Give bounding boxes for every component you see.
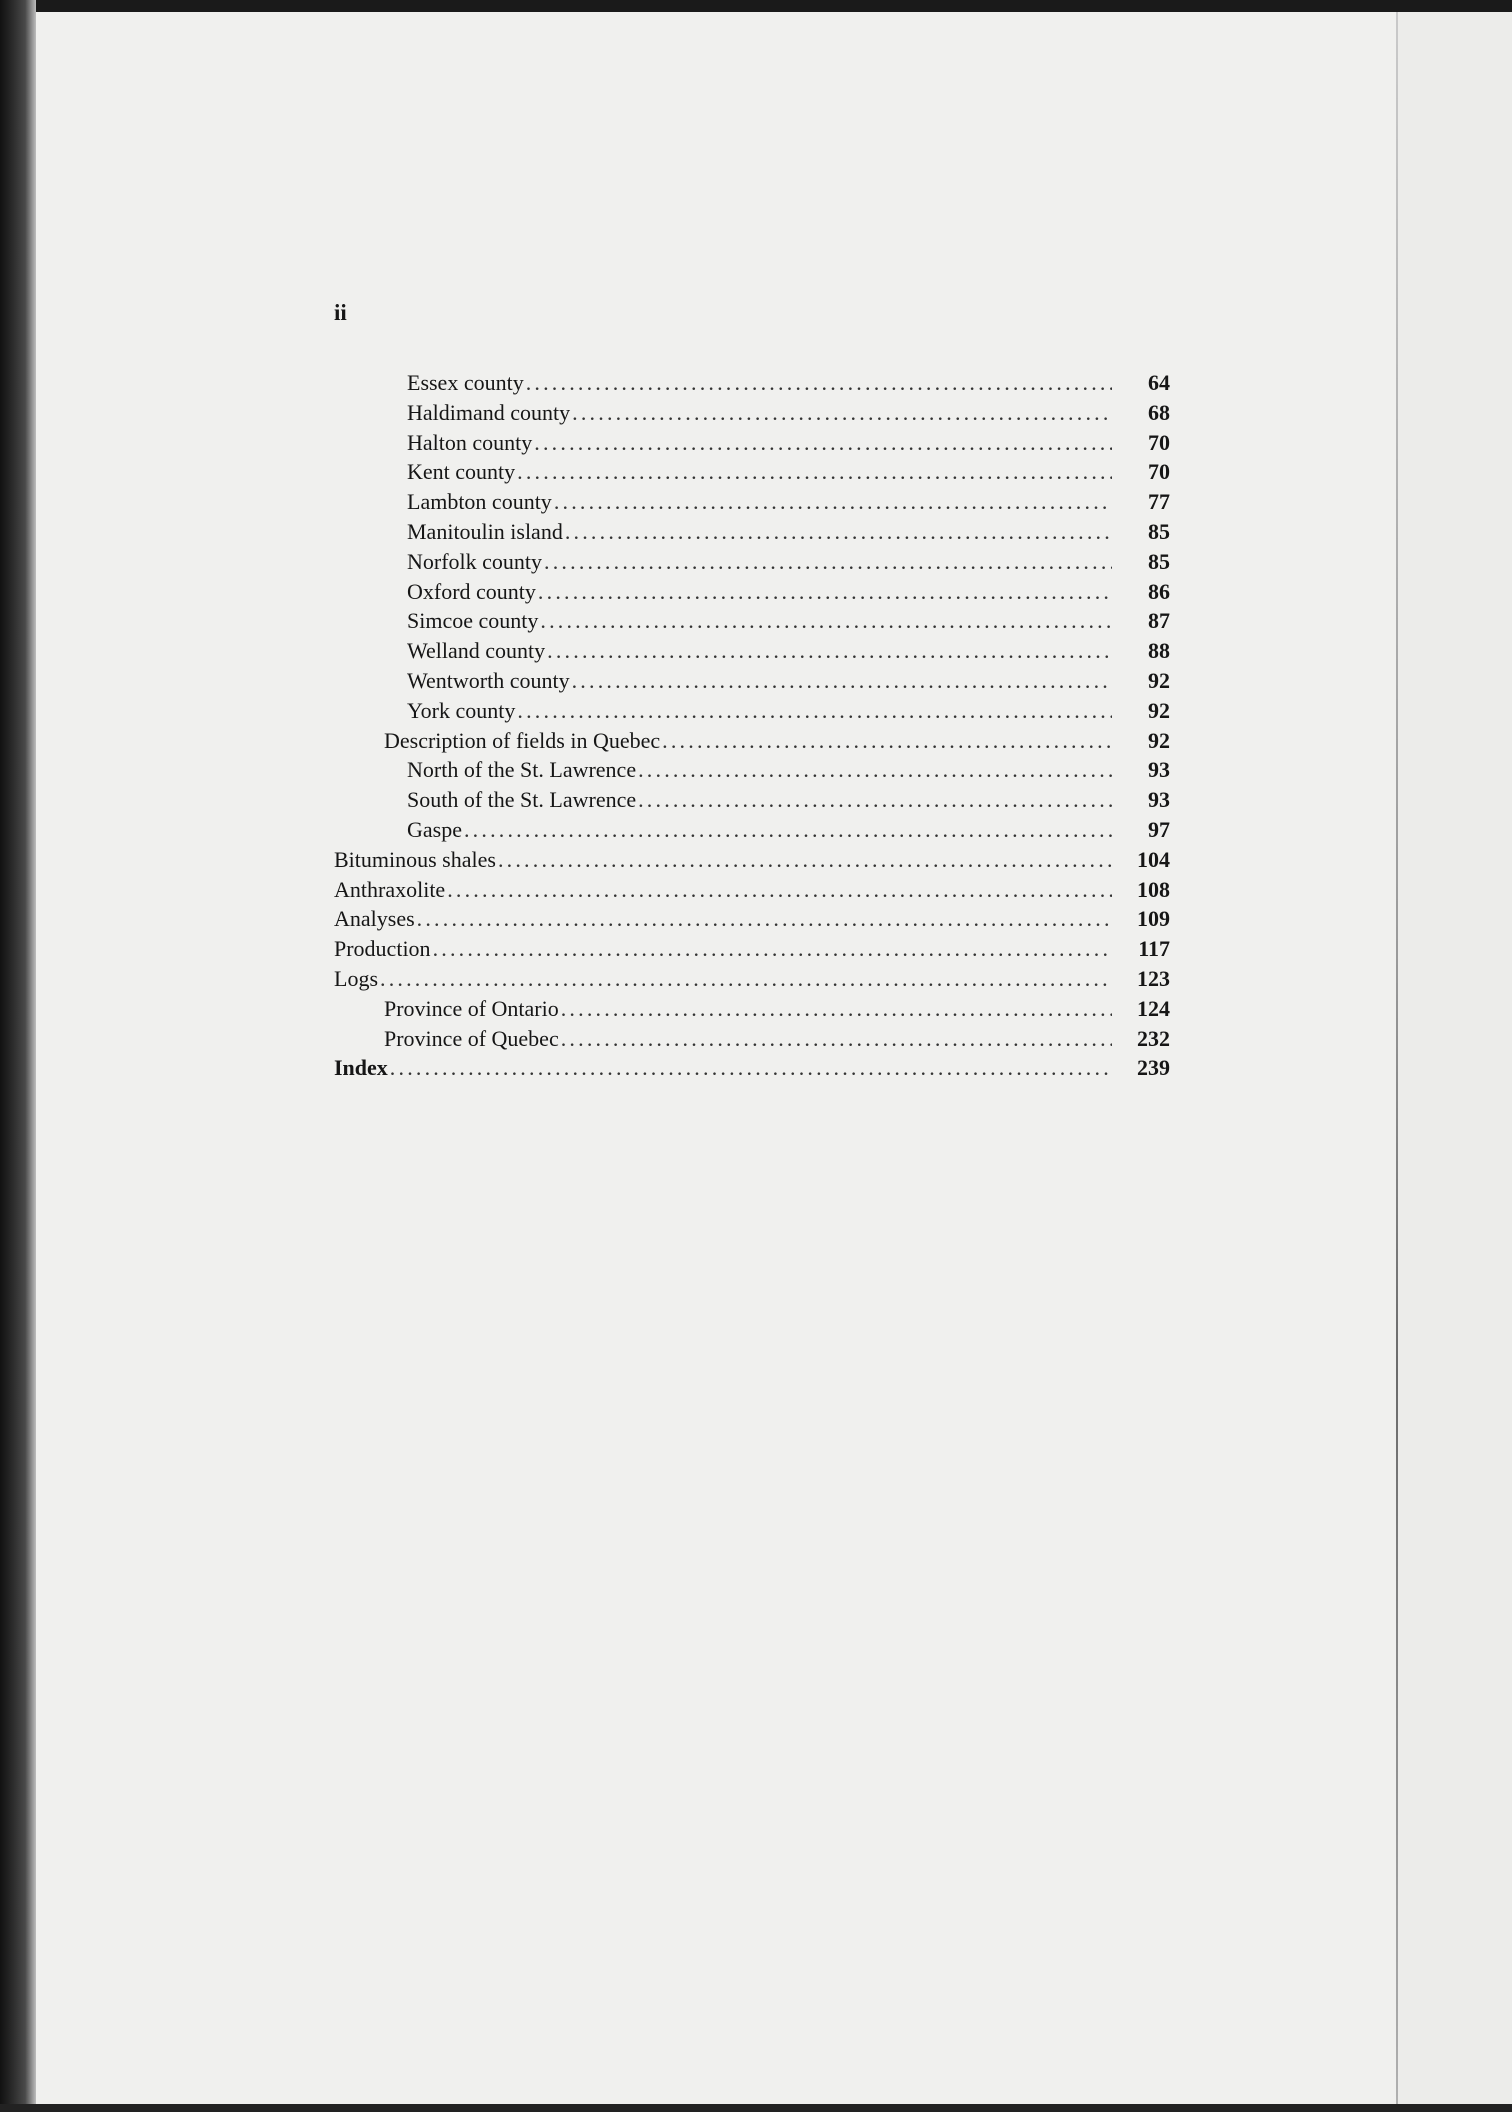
toc-entry-page-number: 92	[1148, 667, 1170, 693]
toc-entry	[334, 755, 1170, 785]
toc-entry-page-number: 88	[1148, 638, 1170, 664]
toc-dot-leader	[544, 547, 1112, 577]
toc-entry	[334, 875, 1170, 905]
toc-entry	[334, 815, 1170, 845]
toc-entry-title: Haldimand county	[407, 399, 571, 425]
toc-entry-title: Oxford county	[407, 578, 536, 604]
toc-dot-leader	[433, 934, 1112, 964]
toc-entry-page-number: 239	[1137, 1055, 1170, 1081]
toc-entry-page-number: 93	[1148, 787, 1170, 813]
toc-entry-title: Manitoulin island	[407, 518, 563, 544]
toc-entry-title: Analyses	[334, 906, 415, 932]
toc-entry-page-number: 68	[1148, 399, 1170, 425]
toc-entry-title: Index	[334, 1055, 388, 1081]
toc-entry-page-number: 97	[1148, 816, 1170, 842]
toc-entry-page-number: 232	[1137, 1025, 1170, 1051]
toc-dot-leader	[526, 368, 1112, 398]
page-folio: ii	[334, 300, 347, 325]
toc-dot-leader	[572, 398, 1112, 428]
toc-entry	[334, 904, 1170, 934]
toc-entry	[334, 547, 1170, 577]
toc-entry-page-number: 104	[1137, 846, 1170, 872]
toc-entry-title: Norfolk county	[407, 548, 543, 574]
toc-entry-page-number: 93	[1148, 757, 1170, 783]
toc-entry	[334, 487, 1170, 517]
toc-entry-title: Halton county	[407, 429, 533, 455]
toc-dot-leader	[572, 666, 1112, 696]
toc-entry-page-number: 85	[1148, 548, 1170, 574]
toc-entry	[334, 1024, 1170, 1054]
toc-entry-title: Production	[334, 936, 431, 962]
toc-entry-title: Bituminous shales	[334, 846, 496, 872]
toc-entry	[334, 1053, 1170, 1083]
toc-dot-leader	[561, 994, 1112, 1024]
toc-entry-page-number: 77	[1148, 489, 1170, 515]
toc-entry	[334, 785, 1170, 815]
toc-dot-leader	[561, 1024, 1112, 1054]
toc-dot-leader	[517, 457, 1112, 487]
toc-entry-title: York county	[407, 697, 516, 723]
toc-entry-page-number: 109	[1137, 906, 1170, 932]
toc-entry-page-number: 124	[1137, 995, 1170, 1021]
toc-entry-page-number: 108	[1137, 876, 1170, 902]
toc-dot-leader	[638, 755, 1112, 785]
toc-entry-title: Description of fields in Quebec	[384, 727, 661, 753]
toc-entry	[334, 398, 1170, 428]
toc-entry-title: Province of Quebec	[384, 1025, 559, 1051]
toc-entry-title: Essex county	[407, 370, 524, 395]
toc-entry-title: Anthraxolite	[334, 876, 446, 902]
toc-entry-title: Province of Ontario	[384, 995, 559, 1021]
toc-dot-leader	[538, 577, 1112, 607]
toc-dot-leader	[380, 964, 1112, 994]
book-spine-shadow	[0, 0, 36, 2112]
toc-dot-leader	[638, 785, 1112, 815]
toc-entry-title: Simcoe county	[407, 608, 539, 634]
toc-entry	[334, 994, 1170, 1024]
toc-dot-leader	[565, 517, 1112, 547]
toc-entry-page-number: 70	[1148, 429, 1170, 455]
toc-entry	[334, 517, 1170, 547]
toc-entry-title: Lambton county	[407, 489, 552, 515]
toc-entry	[334, 666, 1170, 696]
toc-entry	[334, 636, 1170, 666]
toc-entry	[334, 964, 1170, 994]
toc-entry	[334, 428, 1170, 458]
toc-dot-leader	[447, 875, 1112, 905]
toc-entry-title: Logs	[334, 965, 378, 991]
toc-entry-title: Kent county	[407, 459, 516, 485]
toc-entry	[334, 726, 1170, 756]
toc-dot-leader	[417, 904, 1112, 934]
toc-entry-page-number: 70	[1148, 459, 1170, 485]
toc-entry-title: North of the St. Lawrence	[407, 757, 637, 783]
toc-entry-page-number: 85	[1148, 518, 1170, 544]
toc-entry	[334, 606, 1170, 636]
toc-dot-leader	[517, 696, 1112, 726]
toc-entry-page-number: 64	[1148, 370, 1170, 395]
toc-entry	[334, 577, 1170, 607]
toc-entry	[334, 368, 1170, 398]
toc-entry-page-number: 92	[1148, 727, 1170, 753]
scan-bottom-edge	[0, 2104, 1512, 2112]
toc-entry-page-number: 123	[1137, 965, 1170, 991]
toc-entry	[334, 457, 1170, 487]
toc-entry	[334, 696, 1170, 726]
toc-entry	[334, 934, 1170, 964]
adjacent-page-edge	[1398, 12, 1512, 2104]
toc-entry-title: Welland county	[407, 638, 546, 664]
toc-dot-leader	[547, 636, 1112, 666]
toc-dot-leader	[498, 845, 1112, 875]
toc-dot-leader	[390, 1053, 1112, 1083]
toc-entry	[334, 845, 1170, 875]
scan-top-edge	[0, 0, 1512, 12]
toc-entry-title: Gaspe	[407, 816, 462, 842]
toc-dot-leader	[554, 487, 1112, 517]
toc-dot-leader	[540, 606, 1112, 636]
toc-entry-page-number: 86	[1148, 578, 1170, 604]
toc-dot-leader	[662, 726, 1112, 756]
table-of-contents	[334, 368, 1170, 1083]
toc-entry-page-number: 87	[1148, 608, 1170, 634]
toc-entry-title: Wentworth county	[407, 667, 570, 693]
toc-dot-leader	[464, 815, 1112, 845]
toc-entry-page-number: 117	[1138, 936, 1170, 962]
toc-dot-leader	[534, 428, 1112, 458]
toc-entry-page-number: 92	[1148, 697, 1170, 723]
toc-entry-title: South of the St. Lawrence	[407, 787, 637, 813]
